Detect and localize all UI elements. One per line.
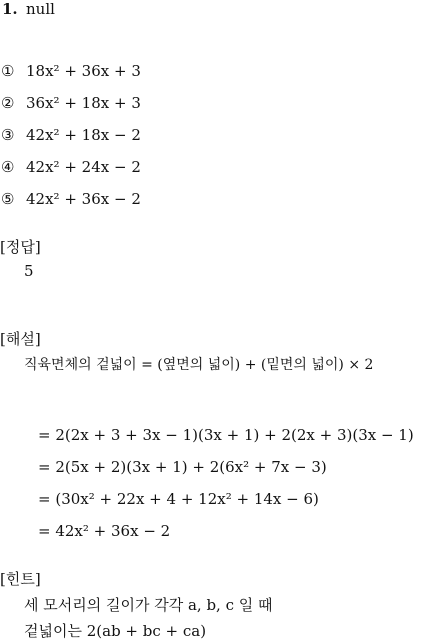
choice-3-expression: 42x² + 18x − 2: [26, 126, 141, 144]
hint-line-2: 겉넓이는 2(ab + bc + ca): [24, 622, 207, 640]
hint-label: [힌트]: [0, 570, 41, 588]
choice-4-expression: 42x² + 24x − 2: [26, 158, 141, 176]
choice-1-expression: 18x² + 36x + 3: [26, 62, 141, 80]
choice-3-marker: ③: [1, 126, 15, 144]
choice-5-marker: ⑤: [1, 190, 15, 208]
choice-1-marker: ①: [1, 62, 15, 80]
solution-step-4: = 42x² + 36x − 2: [38, 522, 171, 540]
question-text: null: [26, 0, 55, 18]
choice-2-marker: ②: [1, 94, 15, 112]
solution-step-3: = (30x² + 22x + 4 + 12x² + 14x − 6): [38, 490, 319, 508]
solution-label: [해설]: [0, 330, 41, 348]
answer-label: [정답]: [0, 238, 41, 256]
question-number: 1.: [2, 0, 18, 18]
solution-step-1: = 2(2x + 3 + 3x − 1)(3x + 1) + 2(2x + 3)(3x − 1): [38, 426, 414, 444]
answer-value: 5: [24, 262, 34, 280]
hint-line-1: 세 모서리의 길이가 각각 a, b, c 일 때: [24, 596, 273, 614]
choice-5-expression: 42x² + 36x − 2: [26, 190, 141, 208]
choice-4-marker: ④: [1, 158, 15, 176]
solution-formula: 직육면체의 겉넓이 = (옆면의 넓이) + (밑면의 넓이) × 2: [24, 357, 374, 373]
choice-2-expression: 36x² + 18x + 3: [26, 94, 141, 112]
solution-step-2: = 2(5x + 2)(3x + 1) + 2(6x² + 7x − 3): [38, 458, 327, 476]
